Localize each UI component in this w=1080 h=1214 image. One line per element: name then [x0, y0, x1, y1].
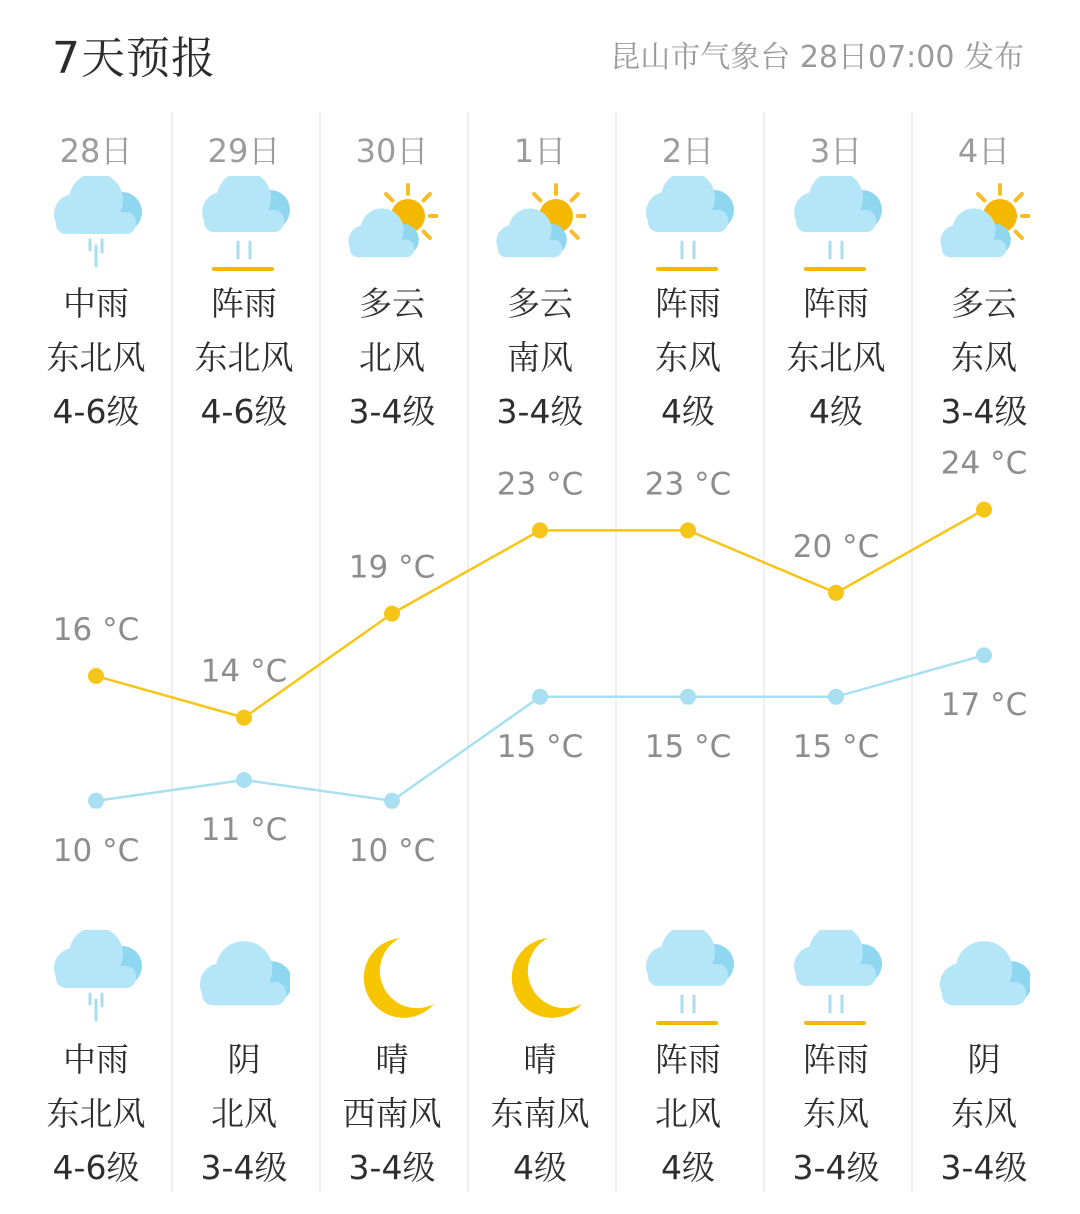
day-condition: 多云 — [507, 284, 573, 323]
high-temp-label: 14 °C — [200, 653, 288, 690]
night-wind-direction: 东风 — [951, 1094, 1017, 1133]
low-temp-label: 10 °C — [348, 832, 436, 869]
day-condition: 多云 — [359, 284, 425, 323]
day-column[interactable] — [910, 0, 1058, 1214]
day-wind-direction: 东风 — [951, 338, 1017, 377]
shower-icon — [198, 176, 290, 276]
moon-icon — [346, 930, 438, 1030]
day-column[interactable] — [614, 0, 762, 1214]
day-date: 4日 — [957, 132, 1011, 170]
day-wind-direction: 南风 — [507, 338, 573, 377]
low-temp-label: 15 °C — [496, 728, 584, 765]
day-wind-level: 4-6级 — [200, 392, 288, 431]
night-wind-direction: 西南风 — [342, 1094, 442, 1133]
day-wind-direction: 东北风 — [46, 338, 146, 377]
moderate-rain-icon — [50, 930, 142, 1030]
day-date: 3日 — [809, 132, 863, 170]
partly-cloudy-icon — [494, 176, 586, 276]
shower-icon — [790, 176, 882, 276]
night-wind-level: 4-6级 — [52, 1148, 140, 1187]
shower-icon — [642, 930, 734, 1030]
night-wind-direction: 东风 — [803, 1094, 869, 1133]
overcast-icon — [198, 930, 290, 1030]
night-wind-level: 3-4级 — [792, 1148, 880, 1187]
day-condition: 阵雨 — [211, 284, 277, 323]
night-wind-level: 3-4级 — [200, 1148, 288, 1187]
night-condition: 晴 — [375, 1040, 409, 1079]
night-condition: 中雨 — [63, 1040, 129, 1079]
night-wind-level: 4级 — [513, 1148, 567, 1187]
moon-icon — [494, 930, 586, 1030]
day-wind-direction: 东北风 — [194, 338, 294, 377]
day-wind-level: 4级 — [809, 392, 863, 431]
night-wind-level: 3-4级 — [940, 1148, 1028, 1187]
day-column[interactable] — [466, 0, 614, 1214]
day-column[interactable] — [318, 0, 466, 1214]
day-date: 1日 — [513, 132, 567, 170]
low-temp-label: 17 °C — [940, 687, 1028, 724]
day-column[interactable] — [762, 0, 910, 1214]
night-wind-level: 3-4级 — [348, 1148, 436, 1187]
night-wind-direction: 东北风 — [46, 1094, 146, 1133]
high-temp-label: 24 °C — [940, 445, 1028, 482]
day-wind-level: 3-4级 — [940, 392, 1028, 431]
day-date: 29日 — [207, 132, 281, 170]
day-column[interactable] — [22, 0, 170, 1214]
night-wind-level: 4级 — [661, 1148, 715, 1187]
day-condition: 中雨 — [63, 284, 129, 323]
overcast-icon — [938, 930, 1030, 1030]
night-condition: 晴 — [523, 1040, 557, 1079]
high-temp-label: 23 °C — [644, 466, 732, 503]
day-wind-level: 3-4级 — [496, 392, 584, 431]
partly-cloudy-icon — [346, 176, 438, 276]
partly-cloudy-icon — [938, 176, 1030, 276]
moderate-rain-icon — [50, 176, 142, 276]
day-wind-level: 3-4级 — [348, 392, 436, 431]
day-wind-level: 4级 — [661, 392, 715, 431]
publish-source: 昆山市气象台 28日07:00 发布 — [610, 40, 1024, 75]
day-wind-level: 4-6级 — [52, 392, 140, 431]
day-wind-direction: 北风 — [359, 338, 425, 377]
night-condition: 阵雨 — [803, 1040, 869, 1079]
day-condition: 多云 — [951, 284, 1017, 323]
high-temp-label: 16 °C — [52, 612, 140, 648]
night-wind-direction: 北风 — [655, 1094, 721, 1133]
night-condition: 阴 — [227, 1040, 261, 1079]
day-condition: 阵雨 — [803, 284, 869, 323]
night-condition: 阴 — [967, 1040, 1001, 1079]
day-date: 28日 — [59, 132, 133, 170]
day-date: 2日 — [661, 132, 715, 170]
high-temp-label: 23 °C — [496, 466, 584, 503]
day-column[interactable] — [170, 0, 318, 1214]
day-condition: 阵雨 — [655, 284, 721, 323]
low-temp-label: 11 °C — [200, 812, 288, 848]
page-title: 7天预报 — [52, 33, 216, 84]
day-wind-direction: 东北风 — [786, 338, 886, 377]
night-wind-direction: 东南风 — [490, 1094, 590, 1133]
shower-icon — [790, 930, 882, 1030]
high-temp-label: 20 °C — [792, 528, 880, 565]
low-temp-label: 15 °C — [644, 728, 732, 765]
day-date: 30日 — [355, 132, 429, 170]
night-wind-direction: 北风 — [211, 1094, 277, 1133]
low-temp-label: 15 °C — [792, 728, 880, 765]
night-condition: 阵雨 — [655, 1040, 721, 1079]
high-temp-label: 19 °C — [348, 549, 436, 586]
shower-icon — [642, 176, 734, 276]
day-wind-direction: 东风 — [655, 338, 721, 377]
low-temp-label: 10 °C — [52, 832, 140, 869]
